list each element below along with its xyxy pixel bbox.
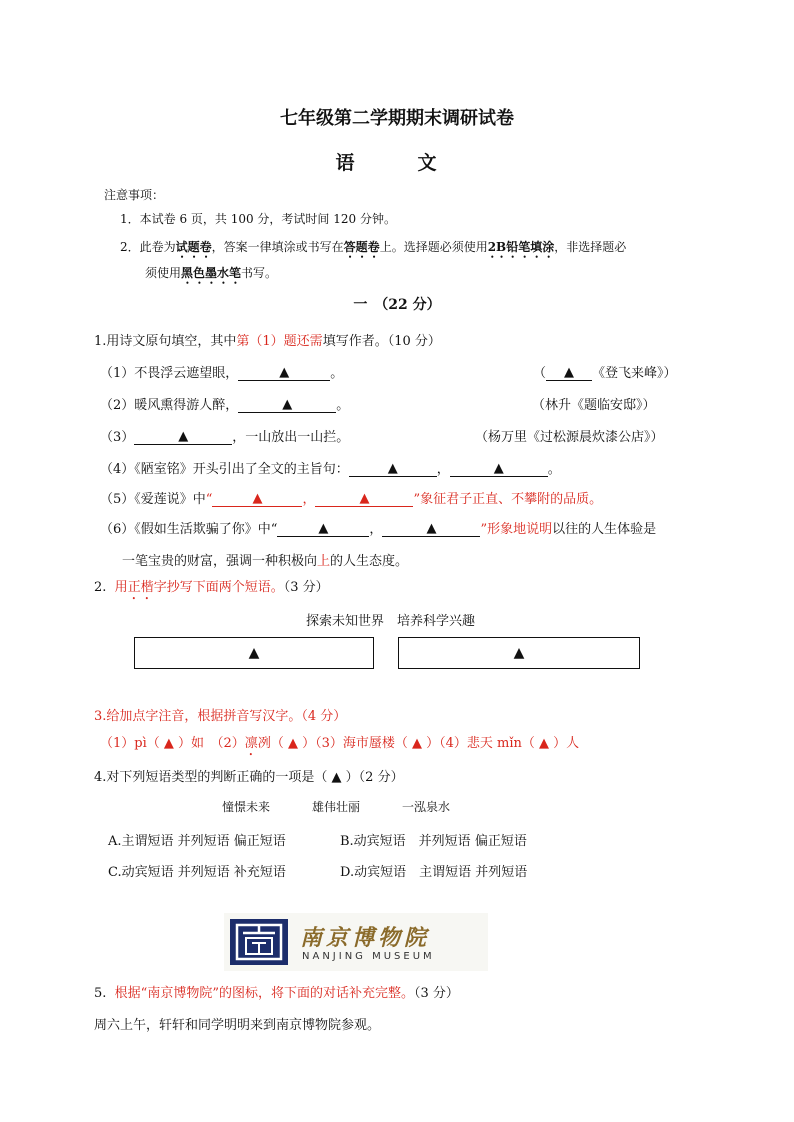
note-emph-pencil: 2B铅笔填涂 [487,240,555,254]
q1-line-5: （5）《爱莲说》中“ ▲ ， ▲ ”象征君子正直、不攀附的品质。 [100,491,603,507]
q5-context: 周六上午，轩轩和同学明明来到南京博物院参观。 [94,1018,381,1033]
answer-mark[interactable]: ▲ [287,736,298,751]
subject-title: 语 文 [335,152,459,174]
answer-blank[interactable]: ▲ [277,521,369,537]
answer-mark[interactable]: ▲ [539,736,550,751]
q1-line-4: （4）《陋室铭》开头引出了全文的主旨句： ▲ ， ▲ 。 [100,461,561,477]
nanjing-museum-logo [224,913,488,971]
answer-blank[interactable]: ▲ [382,521,480,537]
note-1: 1．本试卷 6 页，共 100 分，考试时间 120 分钟。 [120,212,396,226]
q2-phrases: 探索未知世界 培养科学兴趣 [306,614,476,629]
note-emph-answer-sheet: 答题卷 [343,240,380,254]
answer-mark[interactable]: ▲ [412,736,422,751]
answer-blank[interactable]: ▲ [134,429,232,445]
q4-option-b[interactable]: B.动宾短语 并列短语 偏正短语 [340,834,527,849]
q1-stem: 1.用诗文原句填空，其中第（1）题还需填写作者。（10 分） [94,334,441,349]
answer-blank[interactable]: ▲ [212,491,302,507]
q4-option-a[interactable]: A.主谓短语 并列短语 偏正短语 [108,834,286,849]
answer-mark[interactable]: ▲ [163,736,174,751]
q4-option-c[interactable]: C.动宾短语 并列短语 补充短语 [108,865,286,880]
copy-box-1[interactable]: ▲ [134,637,374,669]
q3-items: （1）pì（ ▲ ）如 （2）凛冽（ ▲ ）（3）海市蜃楼（ ▲ ）（4）悲天 mǐn（ ▲ ）人 [100,736,580,751]
logo-subtitle: NANJING MUSEUM [302,951,435,962]
answer-mark[interactable]: ▲ [331,770,342,785]
note-emph-ink-pen: 黑色墨水笔 [181,266,242,280]
q1-line-6-cont: 一笔宝贵的财富，强调一种积极向上的人生态度。 [122,554,409,569]
q1-line-6: （6）《假如生活欺骗了你》中“ ▲ ， ▲ ”形象地说明以往的人生体验是 [100,521,657,537]
copy-box-2[interactable]: ▲ [398,637,640,669]
q1-line-2: （2）暖风熏得游人醉， ▲ 。 [100,397,350,413]
answer-blank[interactable]: ▲ [315,491,413,507]
q5-stem: 5. 根据“南京博物院”的图标，将下面的对话补充完整。（3 分） [94,986,459,1001]
q4-word-2: 雄伟壮丽 [312,800,361,814]
q1-line-2-source: （林升《题临安邸》） [532,398,656,413]
answer-blank[interactable]: ▲ [450,461,548,477]
q1-line-1-source: （ ▲ 《登飞来峰》） [533,365,677,381]
q4-stem: 4.对下列短语类型的判断正确的一项是（ ▲ ）（2 分） [94,770,404,785]
q1-line-1: （1）不畏浮云遮望眼， ▲ 。 [100,365,344,381]
section-heading: 一 （22 分） [353,297,441,313]
museum-emblem-icon [230,919,288,965]
note-emph-test-paper: 试题卷 [175,240,212,254]
logo-name: 南京博物院 [300,925,431,951]
q4-word-1: 憧憬未来 [222,800,271,814]
notes-heading: 注意事项： [104,188,165,202]
note-2: 2．此卷为试题卷，答案一律填涂或书写在答题卷上。选择题必须使用2B铅笔填涂，非选择题必 [120,240,627,254]
q1-line-3: （3） ▲ ，一山放出一山拦。 [100,429,350,445]
q4-word-3: 一泓泉水 [402,800,451,814]
q1-line-3-source: （杨万里《过松源晨炊漆公店》） [475,430,664,445]
answer-blank[interactable]: ▲ [349,461,437,477]
author-blank[interactable]: ▲ [546,365,592,381]
answer-blank[interactable]: ▲ [238,365,330,381]
q2-stem: 2. 用正楷字抄写下面两个短语。（3 分） [94,580,329,595]
q4-option-d[interactable]: D.动宾短语 主谓短语 并列短语 [340,865,528,880]
note-2-cont: 须使用黑色墨水笔书写。 [145,266,278,280]
exam-title: 七年级第二学期期末调研试卷 [280,108,514,129]
answer-blank[interactable]: ▲ [238,397,336,413]
q3-stem: 3.给加点字注音，根据拼音写汉字。（4 分） [94,709,347,724]
